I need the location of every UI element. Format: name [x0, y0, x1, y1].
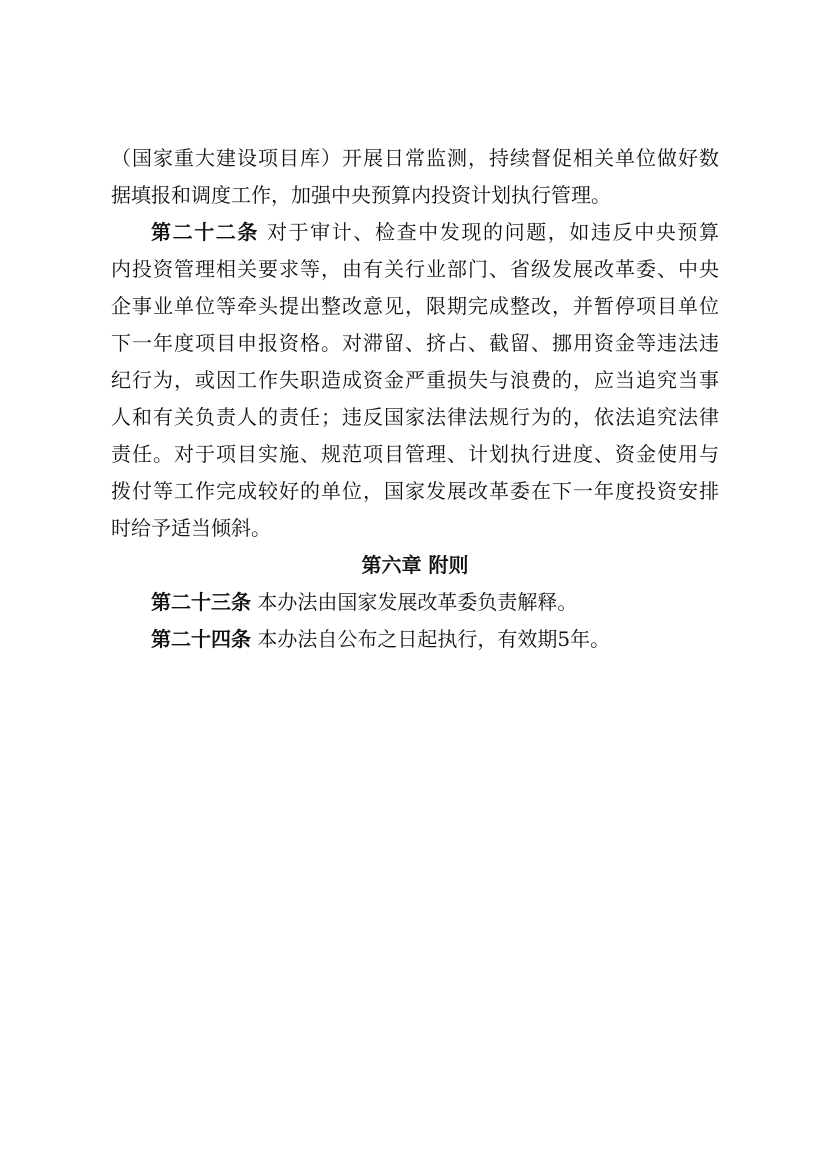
document-body — [111, 140, 719, 658]
article-22-line: 人和有关负责人的责任；违反国家法律法规行为的，依法追究法律 — [111, 405, 719, 429]
paragraph-line: 据填报和调度工作，加强中央预算内投资计划执行管理。 — [111, 183, 611, 207]
article-23-text: 本办法由国家发展改革委负责解释。 — [251, 590, 578, 614]
article-22-intro: 对于审计、检查中发现的问题，如违反中央预算 — [259, 220, 720, 244]
article-22-line: 企事业单位等牵头提出整改意见，限期完成整改，并暂停项目单位 — [111, 294, 719, 318]
article-22-line: 时给予适当倾斜。 — [111, 516, 271, 540]
article-24-text: 本办法自公布之日起执行，有效期5年。 — [251, 627, 611, 651]
paragraph-line: （国家重大建设项目库）开展日常监测，持续督促相关单位做好数 — [111, 146, 719, 170]
article-24 — [111, 621, 719, 658]
article-22-line: 拨付等工作完成较好的单位，国家发展改革委在下一年度投资安排 — [111, 479, 719, 503]
article-22-title: 第二十二条 — [151, 220, 260, 244]
article-22-line: 内投资管理相关要求等，由有关行业部门、省级发展改革委、中央 — [111, 257, 719, 281]
article-23-title: 第二十三条 — [151, 590, 251, 614]
article-23 — [111, 584, 719, 621]
article-22-line: 责任。对于项目实施、规范项目管理、计划执行进度、资金使用与 — [111, 442, 719, 466]
article-22-line: 下一年度项目申报资格。对滞留、挤占、截留、挪用资金等违法违 — [111, 331, 719, 355]
article-22-line: 纪行为，或因工作失职造成资金严重损失与浪费的，应当追究当事 — [111, 368, 719, 392]
article-22-first-line — [111, 214, 719, 251]
chapter-heading: 第六章 附则 — [361, 553, 469, 577]
article-24-title: 第二十四条 — [151, 627, 251, 651]
